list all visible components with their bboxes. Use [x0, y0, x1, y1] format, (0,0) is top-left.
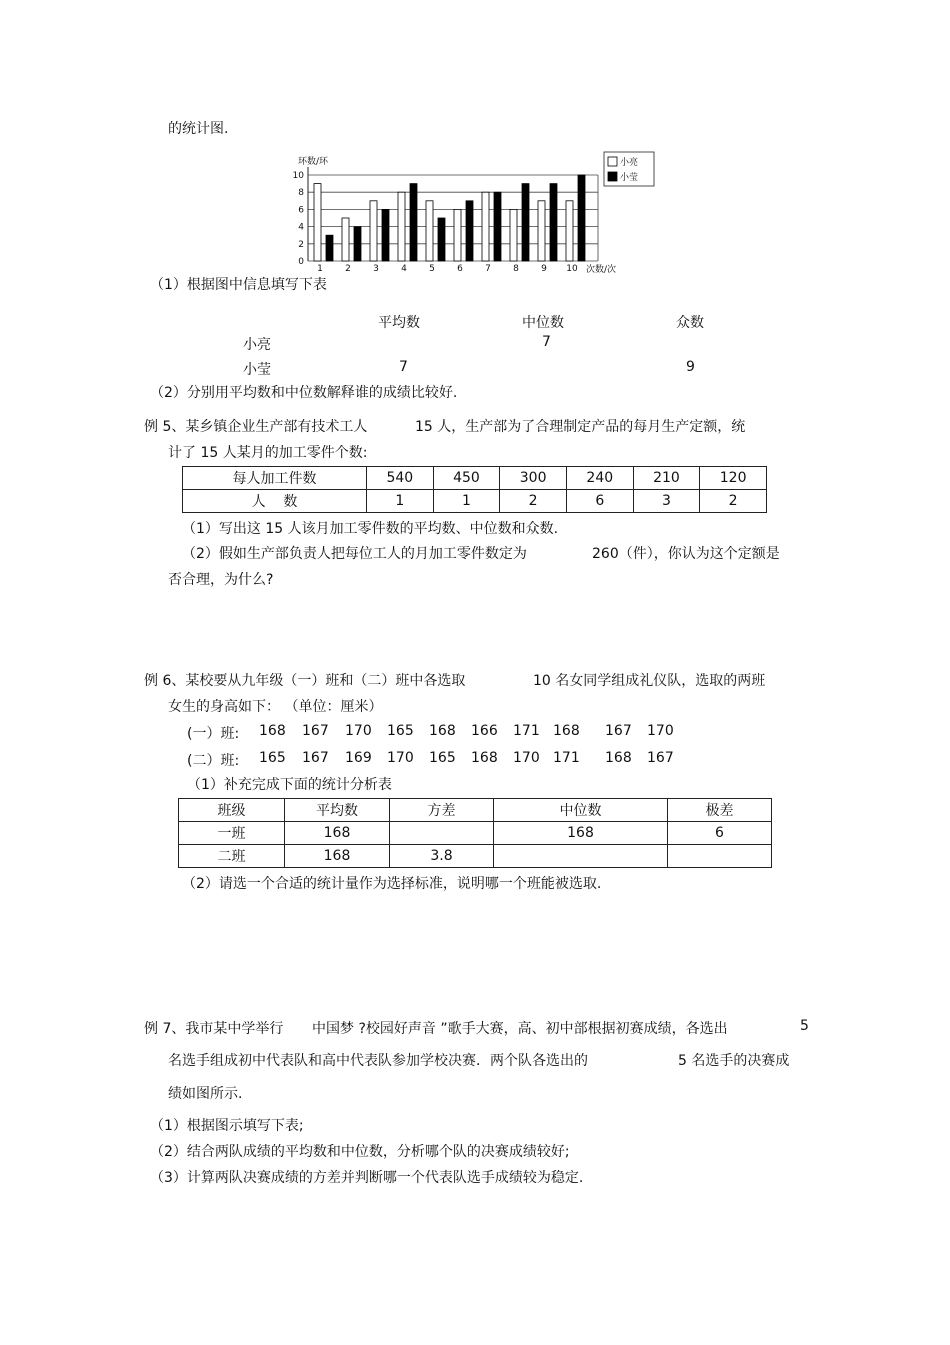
bar: [398, 192, 405, 261]
height-value: 167: [647, 750, 674, 766]
ex7-line1a: 例 7、我市某中学举行: [144, 1021, 284, 1037]
table-cell: 3.8: [390, 845, 494, 868]
bar: [550, 184, 557, 261]
height-value: 167: [302, 723, 329, 739]
bar: [370, 201, 377, 261]
stats-row-mean: 7: [399, 359, 408, 375]
ex6-line2: 女生的身高如下： （单位：厘米）: [168, 699, 383, 715]
bar: [314, 184, 321, 261]
height-value: 168: [259, 723, 286, 739]
stats-row-name: 小莹: [243, 362, 271, 378]
bar: [578, 175, 585, 261]
ex7-line2b: 5 名选手的决赛成: [678, 1053, 790, 1069]
stats-header-mode: 众数: [676, 315, 704, 331]
stats-row-mode: 9: [686, 359, 695, 375]
legend-swatch: [608, 172, 617, 181]
ex6-line1a: 例 6、某校要从九年级（一）班和（二）班中各选取: [144, 673, 466, 689]
table-cell: 120: [700, 467, 767, 490]
table-cell: 168: [494, 822, 668, 845]
ex7-q2: （2）结合两队成绩的平均数和中位数，分析哪个队的决赛成绩较好;: [150, 1144, 570, 1160]
ex5-q2c: 否合理，为什么?: [168, 572, 274, 588]
table-cell: 2: [700, 490, 767, 513]
ex5-line1a: 例 5、某乡镇企业生产部有技术工人: [144, 419, 368, 435]
ex5-q2b: 260（件），你认为这个定额是: [592, 546, 780, 562]
ex5-q1: （1）写出这 15 人该月加工零件数的平均数、中位数和众数.: [182, 521, 559, 537]
x-tick-label: 9: [541, 264, 547, 274]
table-cell: 平均数: [285, 799, 390, 822]
height-value: 170: [345, 723, 372, 739]
bar: [410, 184, 417, 261]
height-value: 169: [345, 750, 372, 766]
table-cell: 240: [566, 467, 633, 490]
bar: [454, 209, 461, 261]
legend-label: 小亮: [620, 158, 639, 168]
height-value: 165: [259, 750, 286, 766]
table-cell: 1: [367, 490, 434, 513]
height-value: 170: [647, 723, 674, 739]
bar-chart: [292, 150, 639, 275]
class2-label: (二）班:: [187, 753, 240, 769]
x-axis-label: 次数/次: [586, 265, 617, 275]
table-cell: 一班: [179, 822, 285, 845]
stats-row-median: 7: [542, 334, 551, 350]
table-cell: 极差: [668, 799, 772, 822]
table-cell: [668, 845, 772, 868]
height-value: 165: [429, 750, 456, 766]
ex5-table: [182, 466, 767, 513]
bar: [466, 201, 473, 261]
table-row: [179, 799, 772, 822]
bar: [438, 218, 445, 261]
bar: [354, 227, 361, 261]
ex7-q3: （3）计算两队决赛成绩的方差并判断哪一个代表队选手成绩较为稳定.: [150, 1170, 584, 1186]
table-cell: 300: [500, 467, 567, 490]
table-cell: 二班: [179, 845, 285, 868]
bar: [494, 192, 501, 261]
ex7-line3: 绩如图所示.: [168, 1086, 243, 1102]
ex6-q2: （2）请选一个合适的统计量作为选择标准，说明哪一个班能被选取.: [182, 876, 602, 892]
stats-header-median: 中位数: [522, 315, 564, 331]
table-row: [179, 845, 772, 868]
bar: [326, 235, 333, 261]
stats-header-mean: 平均数: [378, 315, 420, 331]
bar: [482, 192, 489, 261]
question-1: （1）根据图中信息填写下表: [150, 277, 327, 293]
x-tick-label: 3: [373, 264, 379, 274]
bar: [566, 201, 573, 261]
x-tick-label: 8: [513, 264, 519, 274]
height-value: 171: [513, 723, 540, 739]
y-tick-label: 4: [298, 222, 304, 233]
x-tick-label: 5: [429, 264, 435, 274]
height-value: 165: [387, 723, 414, 739]
y-tick-label: 0: [298, 257, 304, 267]
x-tick-label: 6: [457, 264, 463, 274]
table-cell: 6: [668, 822, 772, 845]
x-tick-label: 7: [485, 264, 491, 274]
table-row: [183, 467, 767, 490]
table-cell: 540: [367, 467, 434, 490]
height-value: 168: [429, 723, 456, 739]
ex5-q2a: （2）假如生产部负责人把每位工人的月加工零件数定为: [182, 546, 527, 562]
table-cell: 6: [566, 490, 633, 513]
ex6-q1: （1）补充完成下面的统计分析表: [187, 777, 392, 793]
table-cell: [390, 822, 494, 845]
table-cell: 中位数: [494, 799, 668, 822]
ex5-line1b: 15 人，生产部为了合理制定产品的每月生产定额，统: [415, 419, 746, 435]
table-cell: 方差: [390, 799, 494, 822]
bar: [522, 184, 529, 261]
table-cell: 人 数: [183, 490, 367, 513]
height-value: 167: [605, 723, 632, 739]
table-cell: 450: [433, 467, 500, 490]
height-value: 168: [553, 723, 580, 739]
ex7-line2a: 名选手组成初中代表队和高中代表队参加学校决赛．两个队各选出的: [168, 1053, 588, 1069]
ex7-line1c: 5: [800, 1018, 809, 1034]
table-cell: 3: [633, 490, 700, 513]
ex7-line1b: 中国梦 ?校园好声音 ”歌手大赛，高、初中部根据初赛成绩，各选出: [312, 1021, 728, 1037]
class1-label: (一）班:: [187, 726, 240, 742]
ex6-line1b: 10 名女同学组成礼仪队，选取的两班: [533, 673, 766, 689]
height-value: 170: [513, 750, 540, 766]
table-row: [183, 490, 767, 513]
bar: [426, 201, 433, 261]
y-tick-label: 8: [298, 188, 304, 199]
y-tick-label: 10: [292, 171, 304, 181]
ex5-line2: 计了 15 人某月的加工零件个数:: [168, 445, 368, 461]
table-cell: 168: [285, 822, 390, 845]
x-tick-label: 4: [401, 264, 407, 274]
x-tick-label: 2: [345, 264, 351, 274]
height-value: 171: [553, 750, 580, 766]
legend-swatch: [608, 157, 617, 166]
height-value: 166: [471, 723, 498, 739]
table-cell: [494, 845, 668, 868]
height-value: 170: [387, 750, 414, 766]
table-cell: 168: [285, 845, 390, 868]
bar: [382, 209, 389, 261]
table-row: [179, 822, 772, 845]
table-cell: 班级: [179, 799, 285, 822]
bar: [342, 218, 349, 261]
ex7-q1: （1）根据图示填写下表;: [150, 1118, 304, 1134]
y-axis-label: 环数/环: [298, 157, 329, 167]
table-cell: 2: [500, 490, 567, 513]
question-2: （2）分别用平均数和中位数解释谁的成绩比较好.: [150, 385, 458, 401]
height-value: 168: [605, 750, 632, 766]
intro-text: 的统计图.: [168, 121, 229, 137]
table-cell: 1: [433, 490, 500, 513]
bar: [510, 209, 517, 261]
table-cell: 210: [633, 467, 700, 490]
table-cell: 每人加工件数: [183, 467, 367, 490]
height-value: 167: [302, 750, 329, 766]
x-tick-label: 10: [566, 264, 578, 274]
stats-row-name: 小亮: [243, 337, 271, 353]
y-tick-label: 6: [298, 205, 304, 216]
y-tick-label: 2: [298, 239, 304, 250]
legend-label: 小莹: [620, 173, 639, 183]
height-value: 168: [471, 750, 498, 766]
bar: [538, 201, 545, 261]
ex6-table: [178, 798, 772, 868]
x-tick-label: 1: [317, 264, 323, 274]
